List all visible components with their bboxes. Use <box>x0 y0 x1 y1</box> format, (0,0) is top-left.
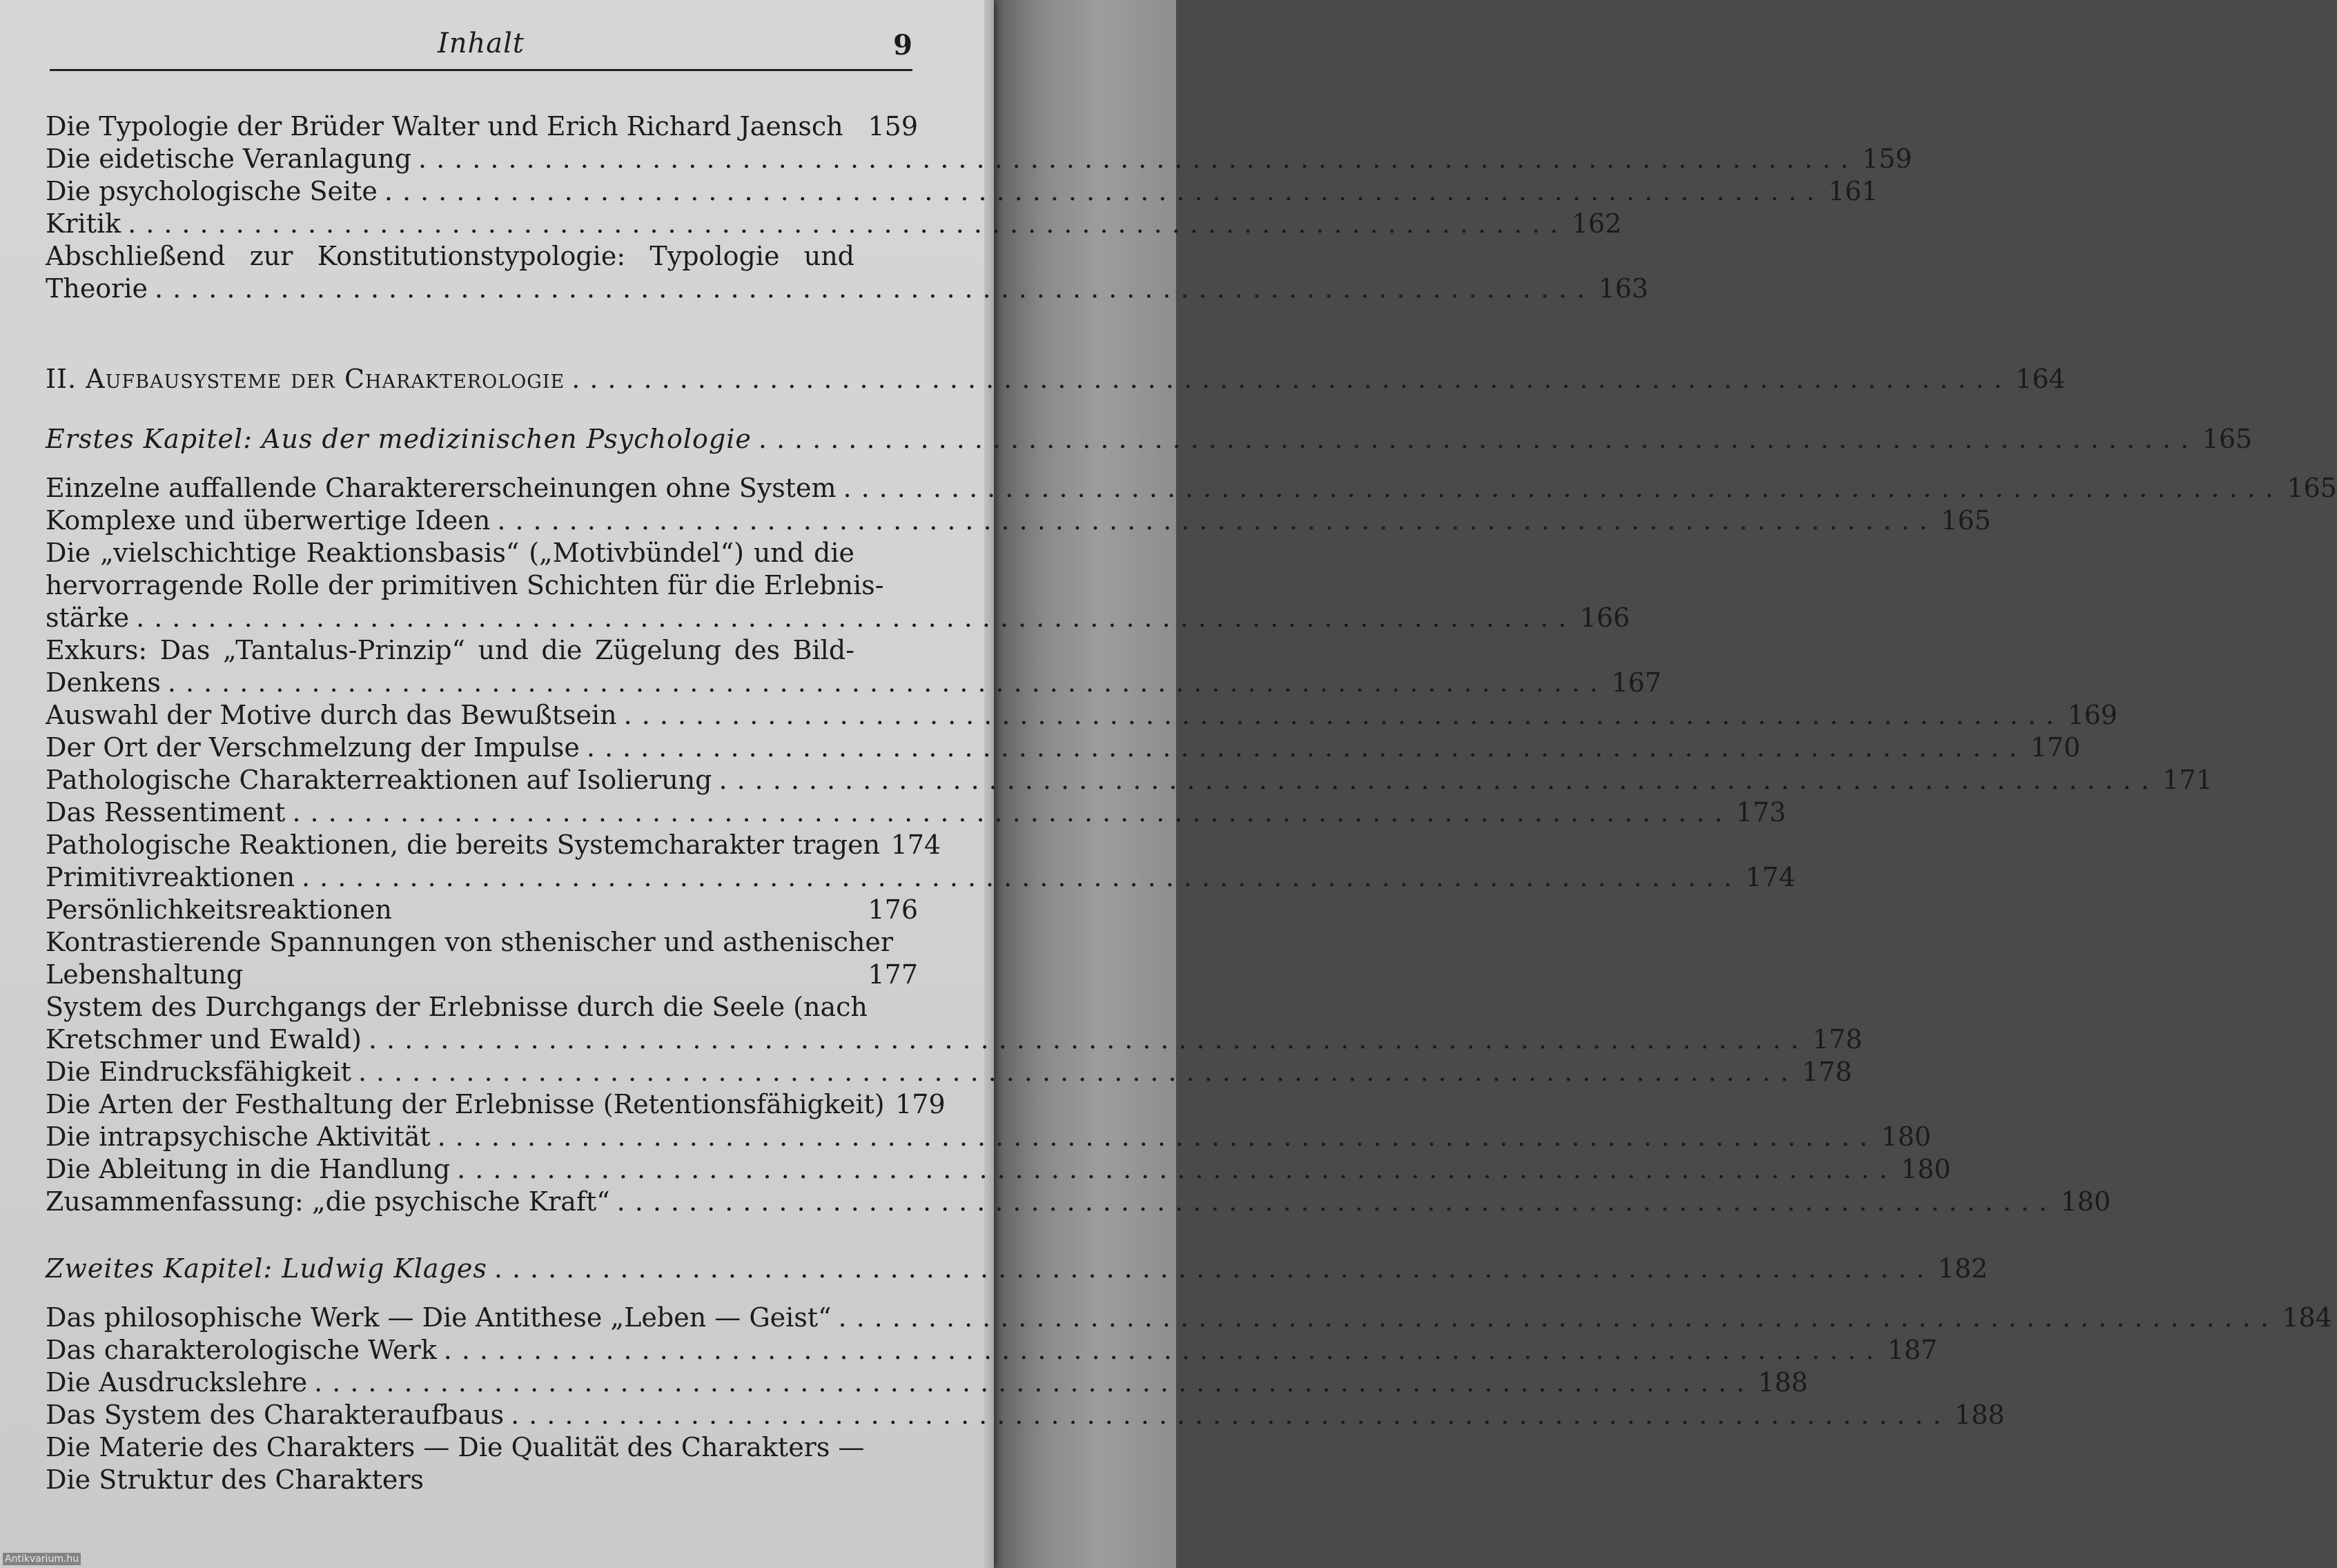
chapter-heading-page: 182 <box>1937 1253 1988 1284</box>
toc-entry <box>46 1153 1951 1186</box>
toc-entry-text: Primitivreaktionen <box>46 862 295 892</box>
toc-entry <box>46 1121 1931 1153</box>
toc-entry <box>46 1302 2332 1334</box>
toc-entry-page: 174 <box>890 830 941 860</box>
toc-entry <box>46 472 2337 504</box>
dot-leader: ................................................................................ <box>511 1400 1951 1430</box>
toc-entry <box>46 1186 2111 1218</box>
toc-entry <box>46 569 918 602</box>
toc-entry <box>46 1334 1938 1366</box>
toc-entry-text: Abschließend zur Konstitutionstypologie: Typologie und <box>46 241 854 271</box>
toc-entry-text: Kretschmer und Ewald) <box>46 1024 362 1055</box>
toc-entry <box>46 667 1662 699</box>
toc-entry-text: Lebenshaltung <box>46 959 244 990</box>
toc-entry-text: Die Ausdruckslehre <box>46 1367 308 1398</box>
toc-entry <box>46 1023 1863 1056</box>
page-number: 9 <box>893 29 912 61</box>
toc-entry-text: Die Typologie der Brüder Walter und Erich Richard Jaensch <box>46 111 843 141</box>
toc-entry-text: Denkens <box>46 667 161 698</box>
toc-block-medizinische-psychologie <box>46 472 2337 1218</box>
toc-entry-page: 163 <box>1598 273 1649 304</box>
toc-entry-page: 184 <box>2282 1302 2332 1333</box>
toc-entry <box>46 634 918 667</box>
dot-leader: ................................................................................ <box>128 208 1568 239</box>
toc-entry-text: Die Struktur des Charakters <box>46 1464 424 1495</box>
dot-leader: ................................................................................ <box>497 505 1937 536</box>
dot-leader: ................................................................................ <box>457 1154 1897 1184</box>
toc-entry-page: 165 <box>1941 505 1991 536</box>
header-rule <box>50 69 912 71</box>
toc-entry-text: Pathologische Charakterreaktionen auf Isolierung <box>46 765 712 795</box>
toc-entry <box>46 602 1630 634</box>
toc-entry-text: Zusammenfassung: „die psychische Kraft“ <box>46 1186 610 1217</box>
toc-entry-page: 167 <box>1611 667 1662 698</box>
toc-entry-page: 180 <box>2060 1186 2111 1217</box>
toc-entry <box>46 537 918 569</box>
dot-leader: ................................................................................ <box>718 765 2159 795</box>
chapter-heading-title: Erstes Kapitel: Aus der medizinischen Psychologie <box>46 424 752 454</box>
toc-entry <box>46 273 1649 305</box>
toc-entry <box>46 1431 918 1464</box>
toc-entry-page: 188 <box>1757 1367 1808 1398</box>
toc-entry-page: 159 <box>1861 144 1913 174</box>
toc-entry-page: 180 <box>1881 1121 1931 1152</box>
dot-leader: ................................................................................ <box>843 473 2283 503</box>
toc-entry-text: Exkurs: Das „Tantalus-Prinzip“ und die Zügelung des Bild- <box>46 635 854 665</box>
toc-entry-page: 162 <box>1571 208 1622 239</box>
toc-entry-text: Das System des Charakteraufbaus <box>46 1400 505 1430</box>
toc-entry-page: 178 <box>1812 1024 1863 1055</box>
dot-leader: ................................................................................ <box>616 1186 2057 1217</box>
toc-entry <box>46 1056 1852 1088</box>
toc-entry <box>46 959 918 991</box>
toc-entry <box>46 143 1913 175</box>
toc-entry-text: Komplexe und überwertige Ideen <box>46 505 491 536</box>
toc-entry <box>46 764 2213 796</box>
toc-entry-text: System des Durchgangs der Erlebnisse durch die Seele (nach <box>46 992 868 1022</box>
dot-leader: ................................................................................ <box>418 144 1859 174</box>
dot-leader: ................................................................................ <box>136 602 1576 633</box>
toc-entry-page: 159 <box>868 111 918 141</box>
toc-entry-page: 179 <box>895 1089 946 1119</box>
toc-entry-text: Einzelne auffallende Charaktererscheinungen ohne System <box>46 473 837 503</box>
toc-entry <box>46 1399 2005 1431</box>
toc-block-klages <box>46 1302 2332 1496</box>
toc-entry-text: Theorie <box>46 273 148 304</box>
toc-entry-text: Persönlichkeitsreaktionen <box>46 894 392 925</box>
toc-entry <box>46 732 2081 764</box>
toc-entry-text: hervorragende Rolle der primitiven Schichten für die Erlebnis- <box>46 570 884 600</box>
toc-entry-page: 180 <box>1900 1154 1951 1184</box>
toc-entry <box>46 861 1796 894</box>
dot-leader: ................................................................................ <box>623 700 2064 730</box>
toc-entry <box>46 504 1991 537</box>
toc-entry-text: Auswahl der Motive durch das Bewußtsein <box>46 700 617 730</box>
toc-entry-page: 165 <box>2287 473 2337 503</box>
toc-entry <box>46 894 918 926</box>
watermark: Antikvarium.hu <box>3 1553 81 1565</box>
running-header-title: Inhalt <box>437 28 525 59</box>
chapter-heading-page: 165 <box>2202 424 2253 454</box>
toc-entry-page: 187 <box>1887 1335 1938 1365</box>
toc-entry-text: Die psychologische Seite <box>46 176 378 206</box>
chapter-heading <box>46 423 2253 455</box>
dot-leader: ................................................................................ <box>586 732 2027 763</box>
toc-entry <box>46 1088 946 1121</box>
chapter-heading-title: Zweites Kapitel: Ludwig Klages <box>46 1253 487 1284</box>
toc-entry <box>46 175 1879 208</box>
dot-leader: ................................................................................ <box>384 176 1825 206</box>
dot-leader: ................................................................................ <box>758 424 2199 454</box>
table-of-contents <box>46 110 2337 1496</box>
toc-entry-page: 161 <box>1828 176 1879 206</box>
toc-block-typologie <box>46 110 1913 305</box>
dot-leader: ................................................................................ <box>358 1057 1799 1087</box>
toc-entry-text: Die eidetische Veranlagung <box>46 144 412 174</box>
chapter-heading <box>46 1253 1988 1285</box>
dot-leader: ................................................................................ <box>838 1302 2278 1333</box>
toc-entry <box>46 1366 1808 1399</box>
toc-entry-page: 173 <box>1736 797 1786 827</box>
dot-leader: ................................................................................ <box>368 1024 1809 1055</box>
toc-entry-page: 178 <box>1801 1057 1852 1087</box>
toc-entry-text: Die intrapsychische Aktivität <box>46 1121 431 1152</box>
toc-entry <box>46 829 941 861</box>
toc-entry-page: 188 <box>1954 1400 2005 1430</box>
toc-entry-text: Pathologische Reaktionen, die bereits Systemcharakter tragen <box>46 830 881 860</box>
toc-entry-text: Das philosophische Werk — Die Antithese „Leben — Geist“ <box>46 1302 832 1333</box>
toc-entry-text: Die Ableitung in die Handlung <box>46 1154 451 1184</box>
dot-leader: ................................................................................ <box>437 1121 1877 1152</box>
part-heading-title: II. Aufbausysteme der Charakterologie <box>46 364 565 394</box>
toc-entry-page: 169 <box>2067 700 2118 730</box>
dot-leader: ................................................................................ <box>571 364 2012 394</box>
toc-entry-text: Die Arten der Festhaltung der Erlebnisse (Retentionsfähigkeit) <box>46 1089 885 1119</box>
dot-leader: ................................................................................ <box>302 862 1742 892</box>
toc-entry <box>46 1464 918 1496</box>
toc-entry-text: Kontrastierende Spannungen von sthenischer und asthenischer <box>46 927 894 957</box>
toc-entry <box>46 110 918 143</box>
dot-leader: ................................................................................ <box>493 1253 1935 1284</box>
part-heading <box>46 363 2066 395</box>
toc-entry-text: Die Materie des Charakters — Die Qualität des Charakters — <box>46 1432 865 1462</box>
toc-entry-page: 166 <box>1579 602 1630 633</box>
toc-entry-text: Das charakterologische Werk <box>46 1335 437 1365</box>
toc-entry <box>46 926 918 959</box>
toc-entry-text: Das Ressentiment <box>46 797 286 827</box>
toc-entry-page: 170 <box>2030 732 2081 763</box>
toc-entry-page: 171 <box>2162 765 2213 795</box>
dot-leader: ................................................................................ <box>167 667 1608 698</box>
toc-entry-page: 174 <box>1745 862 1796 892</box>
toc-entry-text: Der Ort der Verschmelzung der Impulse <box>46 732 580 763</box>
toc-entry-text: Die „vielschichtige Reaktionsbasis“ („Motivbündel“) und die <box>46 538 854 568</box>
toc-entry <box>46 240 918 273</box>
toc-entry <box>46 208 1622 240</box>
toc-entry-page: 177 <box>868 959 918 990</box>
dot-leader: ................................................................................ <box>292 797 1732 827</box>
dot-leader: ................................................................................ <box>443 1335 1884 1365</box>
toc-entry-text: Kritik <box>46 208 121 239</box>
toc-entry <box>46 699 2118 732</box>
running-header <box>50 28 912 70</box>
toc-entry-page: 176 <box>868 894 918 925</box>
toc-entry-text: stärke <box>46 602 130 633</box>
toc-entry <box>46 991 918 1023</box>
part-heading-page: 164 <box>2015 364 2066 394</box>
toc-entry <box>46 796 1786 829</box>
toc-entry-text: Die Eindrucksfähigkeit <box>46 1057 351 1087</box>
dot-leader: ................................................................................ <box>314 1367 1754 1398</box>
dot-leader: ................................................................................ <box>155 273 1595 304</box>
